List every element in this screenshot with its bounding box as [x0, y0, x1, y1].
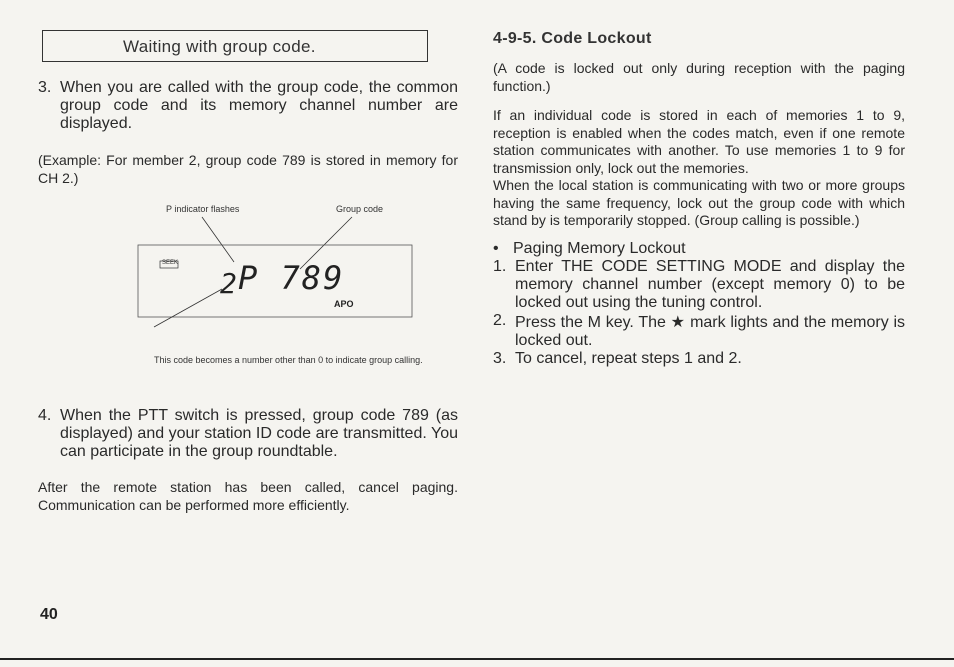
lockout-step-3	[493, 350, 905, 368]
left-column	[38, 30, 458, 514]
step-4	[38, 407, 458, 461]
step-text: When the PTT switch is pressed, group code 789 (as displayed) and your station ID code are transmitted. You can participate in the group roundtable.	[60, 407, 458, 460]
intro-text: (A code is locked out only during reception with the paging function.)	[493, 60, 905, 94]
step-text: Enter THE CODE SETTING MODE and display the memory channel number (except memory 0) to be locked out using the tuning control.	[515, 257, 905, 311]
example-text: (Example: For member 2, group code 789 is stored in memory for CH 2.)	[38, 152, 458, 186]
step-number: 1.	[493, 257, 507, 275]
lcd-prefix-digit: 2	[220, 267, 237, 300]
step-text: To cancel, repeat steps 1 and 2.	[515, 349, 742, 367]
figure-caption: This code becomes a number other than 0 to indicate group calling.	[154, 355, 423, 365]
step-3	[38, 79, 458, 133]
right-column	[493, 30, 905, 368]
step-text: When you are called with the group code, the common group code and its memory channel number are displayed.	[60, 79, 458, 132]
p-indicator-label: P indicator flashes	[166, 204, 240, 214]
step-number: 4.	[38, 407, 52, 424]
lockout-step-1	[493, 258, 905, 312]
bullet-text: Paging Memory Lockout	[513, 239, 686, 257]
bullet-item	[493, 240, 905, 258]
lcd-group-code: P 789	[238, 259, 345, 297]
bottom-rule	[0, 658, 954, 660]
closing-text: After the remote station has been called, cancel paging. Communication can be performed more efficiently.	[38, 479, 458, 513]
group-code-label: Group code	[336, 204, 384, 214]
boxed-section-title: Waiting with group code.	[42, 30, 428, 62]
paragraph-2: When the local station is communicating with two or more groups having the same frequency, lock out the group code with which stand by is temporarily stopped. (Group calling is possible.)	[493, 177, 905, 228]
apo-indicator: APO	[334, 299, 354, 309]
step-number: 3.	[493, 349, 507, 367]
bullet-dot-icon: •	[493, 239, 499, 257]
page-number: 40	[40, 606, 58, 623]
seek-indicator: SEEK	[162, 260, 179, 266]
step-text: Press the M key. The ★ mark lights and the memory is locked out.	[515, 313, 905, 349]
lockout-step-2	[493, 312, 905, 350]
step-number: 2.	[493, 311, 507, 329]
section-heading: 4-9-5. Code Lockout	[493, 30, 652, 47]
paragraph-1: If an individual code is stored in each of memories 1 to 9, reception is enabled when the codes match, even if one remote station communicates with another. To use memories 1 to 9 for transmission only, lock out the memories.	[493, 107, 905, 176]
lcd-figure	[124, 204, 424, 387]
step-number: 3.	[38, 79, 52, 96]
